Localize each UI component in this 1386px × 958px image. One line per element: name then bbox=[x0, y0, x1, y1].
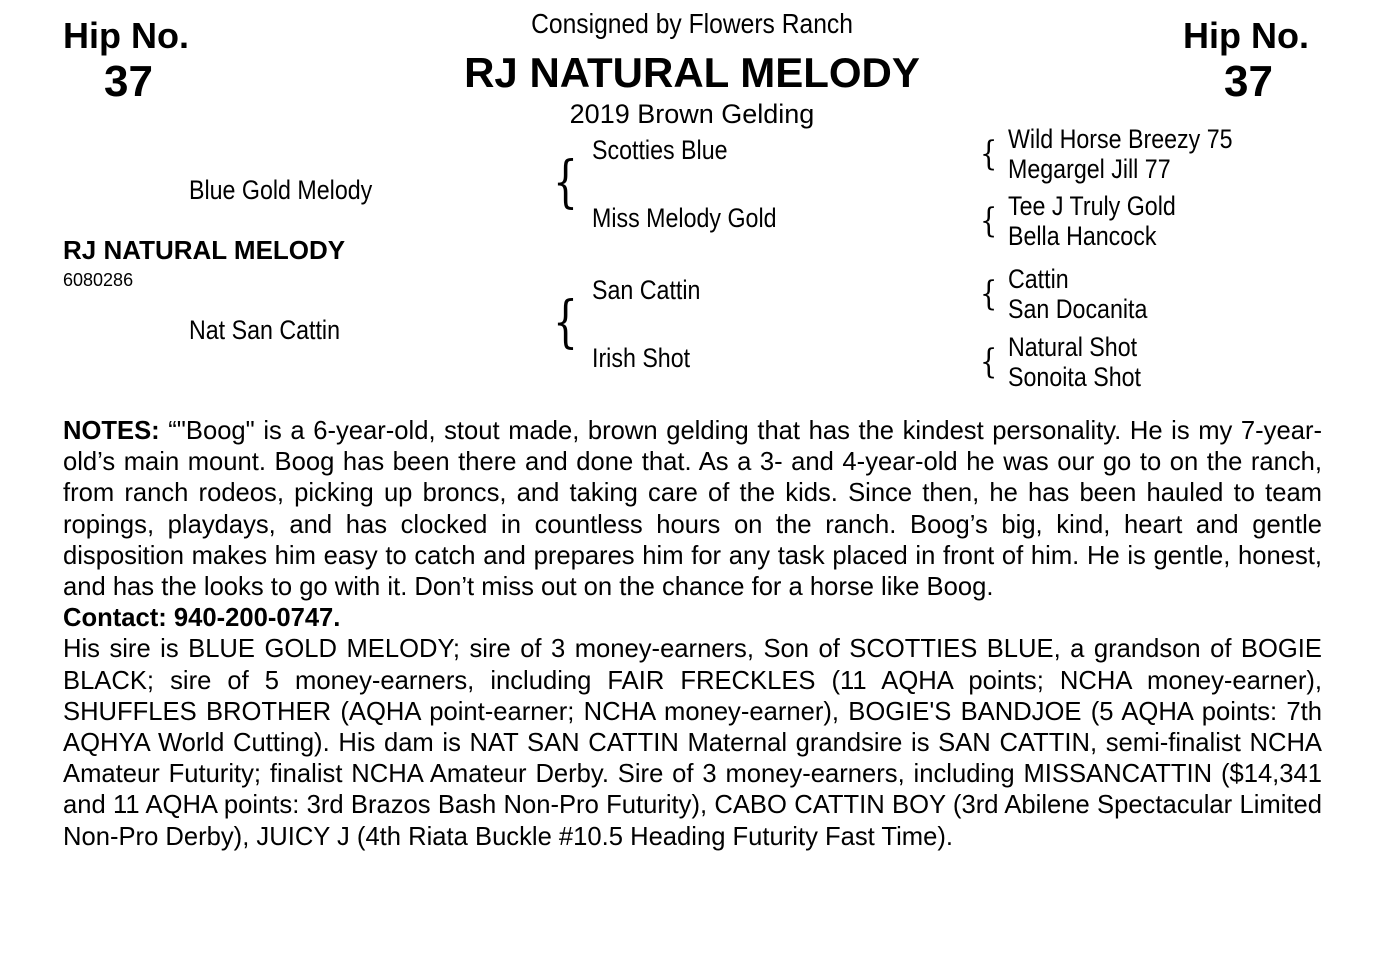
notes-paragraph bbox=[63, 416, 1322, 603]
dam-brace: { bbox=[553, 290, 578, 355]
dam-sire-dam-name: San Docanita bbox=[1008, 294, 1148, 324]
dam-dam-dam-name: Sonoita Shot bbox=[1008, 362, 1141, 392]
notes-section bbox=[63, 416, 1322, 853]
consignor-line: Consigned by Flowers Ranch bbox=[531, 8, 853, 39]
notes-text: “"Boog" is a 6-year-old, stout made, brown gelding that has the kindest personality. He is my 7-year-old’s main mount. Boog has been there and done that. As a 3- and 4-year-old he was our go to on the ranch, from ranch rodeos, picking up broncs, and taking care of the kids. Since then, he has been hauled to team ropings, playdays, and has clocked in countless hours on the ranch. Boog’s big, kind, heart and gentle disposition makes him easy to catch and prepares him for any task placed in front of him. He is gentle, honest, and has the looks to go with it. Don’t miss out on the chance for a horse like Boog. bbox=[63, 417, 1322, 602]
sire-dam-sire-name: Tee J Truly Gold bbox=[1008, 191, 1176, 221]
dam-dam-brace: { bbox=[980, 342, 998, 382]
dam-sire-brace: { bbox=[980, 274, 998, 314]
sire-sire-sire-name: Wild Horse Breezy 75 bbox=[1008, 124, 1233, 154]
sire-dam-name: Miss Melody Gold bbox=[592, 203, 777, 233]
horse-title: RJ NATURAL MELODY bbox=[464, 49, 920, 96]
sire-sire-brace: { bbox=[980, 134, 998, 174]
produce-record: His sire is BLUE GOLD MELODY; sire of 3 money-earners, Son of SCOTTIES BLUE, a grandson of BOGIE BLACK; sire of 5 money-earners, including FAIR FRECKLES (11 AQHA points; NCHA money-earner), SHUFFLES BROTHER (AQHA point-earner; NCHA money-earner), BOGIE'S BANDJOE (5 AQHA points: 7th AQHYA World Cutting). His dam is NAT SAN CATTIN Maternal grandsire is SAN CATTIN, semi-finalist NCHA Amateur Futurity; finalist NCHA Amateur Derby. Sire of 3 money-earners, including MISSANCATTIN ($14,341 and 11 AQHA points: 3rd Brazos Bash Non-Pro Futurity), CABO CATTIN BOY (3rd Abilene Spectacular Limited Non-Pro Derby), JUICY J (4th Riata Buckle #10.5 Heading Futurity Fast Time). bbox=[63, 635, 1322, 851]
sire-sire-dam-name: Megargel Jill 77 bbox=[1008, 154, 1171, 184]
pedigree-horse-name: RJ NATURAL MELODY bbox=[63, 235, 346, 265]
dam-dam-name: Irish Shot bbox=[592, 343, 691, 373]
dam-dam-sire-name: Natural Shot bbox=[1008, 332, 1138, 362]
sire-name: Blue Gold Melody bbox=[189, 175, 373, 205]
hip-number-left: 37 bbox=[104, 57, 153, 106]
dam-sire-sire-name: Cattin bbox=[1008, 264, 1069, 294]
hip-label-left: Hip No. bbox=[63, 15, 189, 56]
sire-dam-brace: { bbox=[980, 201, 998, 241]
contact-line bbox=[63, 603, 1322, 634]
notes-label: NOTES: bbox=[63, 417, 160, 445]
hip-label-right: Hip No. bbox=[1183, 15, 1309, 56]
dam-name: Nat San Cattin bbox=[189, 315, 341, 345]
dam-sire-name: San Cattin bbox=[592, 275, 701, 305]
sire-dam-dam-name: Bella Hancock bbox=[1008, 221, 1157, 251]
horse-description: 2019 Brown Gelding bbox=[569, 99, 815, 129]
hip-number-right: 37 bbox=[1224, 57, 1273, 106]
sire-sire-name: Scotties Blue bbox=[592, 135, 728, 165]
contact-text: Contact: 940-200-0747. bbox=[63, 604, 341, 633]
sire-brace: { bbox=[553, 150, 578, 215]
registration-number: 6080286 bbox=[63, 270, 134, 290]
